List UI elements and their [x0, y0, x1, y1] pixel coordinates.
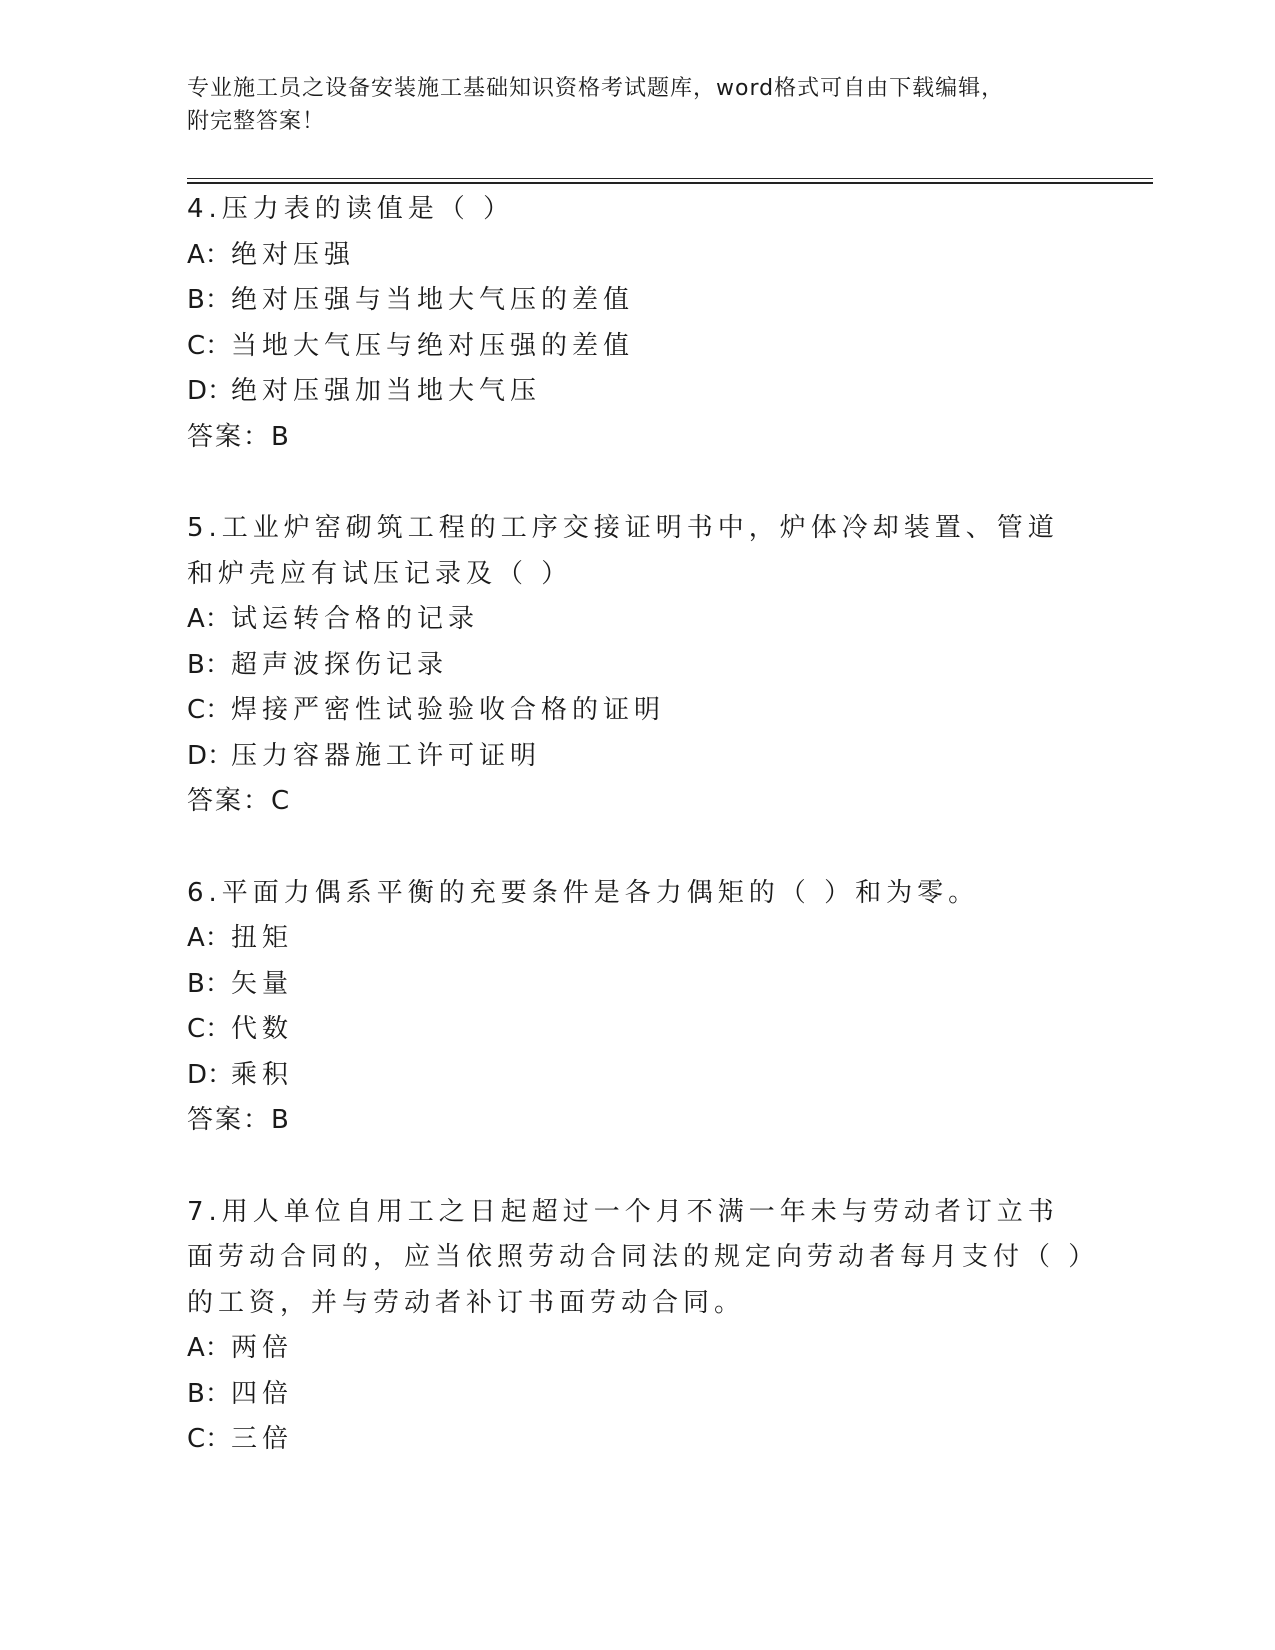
option-b: [187, 1372, 1087, 1418]
question-list: [187, 187, 1087, 1509]
option-c: [187, 1007, 1087, 1053]
header-divider-thin: [187, 178, 1153, 179]
option-d: [187, 734, 1087, 780]
question-5: [187, 506, 1087, 825]
option-d: [187, 1053, 1087, 1099]
option-text: 焊接严密性试验验收合格的证明: [231, 695, 666, 725]
option-text: 两倍: [231, 1333, 294, 1363]
option-letter: D：: [187, 1059, 234, 1090]
option-text: 三倍: [231, 1424, 294, 1454]
answer-line: 答案：B: [187, 421, 291, 452]
option-text: 代数: [231, 1014, 294, 1044]
option-letter: A：: [187, 604, 231, 634]
option-b: [187, 278, 1087, 324]
option-c: [187, 324, 1087, 370]
option-text: 绝对压强: [231, 239, 356, 270]
option-text: 试运转合格的记录: [231, 604, 480, 634]
option-letter: D：: [187, 740, 234, 771]
question-7: [187, 1190, 1087, 1463]
option-c: [187, 688, 1087, 734]
option-text: 四倍: [231, 1378, 294, 1409]
option-text: 绝对压强与当地大气压的差值: [231, 285, 635, 315]
option-text: 当地大气压与绝对压强的差值: [231, 330, 635, 361]
option-letter: D：: [187, 376, 234, 406]
header-title-line-2: 附完整答案！: [187, 109, 326, 134]
option-b: [187, 962, 1087, 1008]
option-letter: C：: [187, 330, 232, 361]
option-letter: B：: [187, 285, 231, 315]
question-stem: 5.工业炉窑砌筑工程的工序交接证明书中，炉体冷却装置、管道和炉壳应有试压记录及（ ）: [187, 513, 1059, 589]
question-stem: 6.平面力偶系平衡的充要条件是各力偶矩的（ ）和为零。: [187, 877, 980, 908]
option-letter: B：: [187, 968, 231, 999]
option-a: [187, 1326, 1087, 1372]
header-title-line-1: 专业施工员之设备安装施工基础知识资格考试题库，word格式可自由下载编辑，: [187, 76, 1005, 101]
option-text: 压力容器施工许可证明: [231, 740, 542, 771]
question-4: [187, 187, 1087, 460]
option-a: [187, 597, 1087, 643]
option-letter: C：: [187, 695, 232, 725]
option-text: 绝对压强加当地大气压: [231, 376, 542, 406]
option-a: [187, 916, 1087, 962]
option-c: [187, 1417, 1087, 1463]
answer-line: 答案：B: [187, 1105, 291, 1135]
option-text: 扭矩: [231, 923, 294, 953]
option-b: [187, 643, 1087, 689]
option-letter: C：: [187, 1424, 232, 1454]
option-letter: A：: [187, 923, 231, 953]
option-letter: A：: [187, 239, 231, 270]
answer-line: 答案：C: [187, 786, 292, 816]
option-text: 矢量: [231, 968, 294, 999]
option-letter: A：: [187, 1333, 231, 1363]
option-text: 乘积: [231, 1059, 294, 1090]
option-d: [187, 369, 1087, 415]
question-stem: 7.用人单位自用工之日起超过一个月不满一年未与劳动者订立书面劳动合同的，应当依照劳动合同法的规定向劳动者每月支付（ ）的工资，并与劳动者补订书面劳动合同。: [187, 1196, 1087, 1318]
option-letter: B：: [187, 1378, 231, 1409]
question-6: [187, 871, 1087, 1144]
option-a: [187, 233, 1087, 279]
question-stem: 4.压力表的读值是（ ）: [187, 194, 515, 224]
document-header: [187, 72, 1067, 138]
header-divider-thick: [187, 182, 1153, 184]
option-letter: B：: [187, 649, 231, 680]
option-letter: C：: [187, 1014, 232, 1044]
option-text: 超声波探伤记录: [231, 649, 449, 680]
